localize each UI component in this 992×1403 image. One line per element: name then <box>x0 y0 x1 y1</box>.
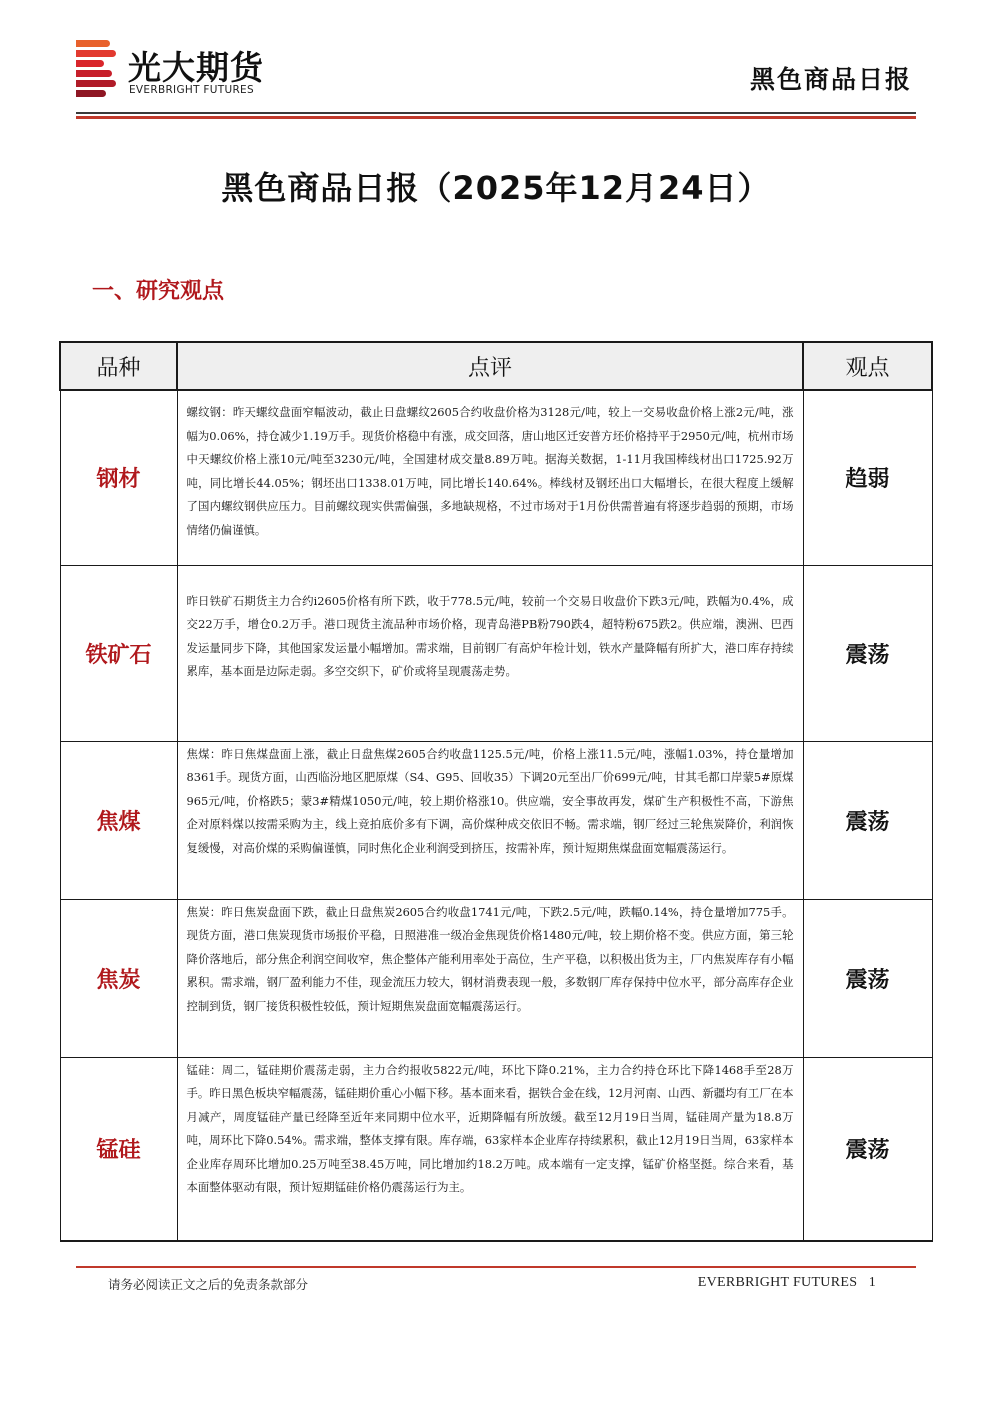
comment-cell: 锰硅：周二，锰硅期价震荡走弱，主力合约报收5822元/吨，环比下降0.21%，主力合约持仓环比下降1468手至28万手。昨日黑色板块窄幅震荡，锰硅期价重心小幅下移。基本面来看，据铁合金在线，12月河南、山西、新疆均有工厂在本月减产，周度锰硅产量已经降至近年来同期中位水平，近期降幅有所放缓。截至12月19日当周，锰硅周产量为18.8万吨，周环比下降0.54%。需求端，整体支撑有限。库存端，63家样本企业库存持续累积，截止12月19日当周，63家样本企业库存周环比增加0.25万吨至38.45万吨，同比增加约18.2万吨。成本端有一定支撑，锰矿价格坚挺。综合来看，基本面整体驱动有限，预计短期锰硅价格仍震荡运行为主。 <box>186 1062 794 1194</box>
brand-mark-icon <box>76 40 118 98</box>
table-header-row <box>60 342 932 390</box>
header-category: 品种 <box>60 342 177 390</box>
table-row-silicomanganese <box>60 1057 932 1241</box>
page-number: 1 <box>868 1275 876 1290</box>
category-cell: 焦煤 <box>60 741 177 899</box>
table-row-iron-ore <box>60 565 932 741</box>
brand-name-cn: 光大期货 <box>128 48 264 87</box>
view-cell: 趋弱 <box>803 390 932 565</box>
header-accent-divider <box>76 116 916 119</box>
header-comment: 点评 <box>177 342 803 390</box>
research-view-table <box>59 341 933 1242</box>
footer-brand: EVERBRIGHT FUTURES <box>697 1275 858 1290</box>
category-cell: 铁矿石 <box>60 565 177 741</box>
comment-cell: 焦炭：昨日焦炭盘面下跌，截止日盘焦炭2605合约收盘1741元/吨，下跌2.5元/吨，跌幅0.14%，持仓量增加775手。现货方面，港口焦炭现货市场报价平稳，日照港准一级冶金焦现货价格1480元/吨，较上期价格不变。供应方面，第三轮降价落地后，部分焦企利润空间收窄，焦企整体产能利用率处于高位，生产平稳，以积极出货为主，厂内焦炭库存有小幅累积。需求端，钢厂盈利能力不佳，现金流压力较大，钢材消费表现一般，多数钢厂库存保持中位水平，部分高库存企业控制到货，钢厂接货积极性较低，预计短期焦炭盘面宽幅震荡运行。 <box>186 904 794 1013</box>
report-name: 黑色商品日报 <box>749 65 912 94</box>
comment-cell: 焦煤：昨日焦煤盘面上涨，截止日盘焦煤2605合约收盘1125.5元/吨，价格上涨11.5元/吨，涨幅1.03%，持仓量增加8361手。现货方面，山西临汾地区肥原煤（S4、G95、回收35）下调20元至出厂价699元/吨，甘其毛都口岸蒙5#原煤965元/吨，价格跌5；蒙3#精煤1050元/吨，较上期价格涨10。供应端，安全事故再发，煤矿生产积极性不高，下游焦企对原料煤以按需采购为主，线上竞拍底价多有下调，高价煤种成交依旧不畅。需求端，钢厂经过三轮焦炭降价，利润恢复缓慢，对高价煤的采购偏谨慎，同时焦化企业利润受到挤压，按需补库，预计短期焦煤盘面宽幅震荡运行。 <box>186 746 794 855</box>
document-title: 黑色商品日报（2025年12月24日） <box>221 169 771 207</box>
footer-disclaimer: 请务必阅读正文之后的免责条款部分 <box>108 1277 309 1292</box>
category-cell: 焦炭 <box>60 899 177 1057</box>
view-cell: 震荡 <box>803 899 932 1057</box>
comment-cell: 昨日铁矿石期货主力合约i2605价格有所下跌，收于778.5元/吨，较前一个交易日收盘价下跌3元/吨，跌幅为0.4%，成交22万手，增仓0.2万手。港口现货主流品种市场价格，现青岛港PB粉790跌4，超特粉675跌2。供应端，澳洲、巴西发运量同步下降，其他国家发运量小幅增加。需求端，目前钢厂有高炉年检计划，铁水产量降幅有所扩大，港口库存持续累库，基本面是边际走弱。多空交织下，矿价或将呈现震荡走势。 <box>186 593 794 678</box>
table-row-coking-coal <box>60 741 932 899</box>
table-row-steel <box>60 390 932 565</box>
brand-logo <box>76 40 291 100</box>
footer-divider <box>76 1266 916 1268</box>
comment-cell: 螺纹钢：昨天螺纹盘面窄幅波动，截止日盘螺纹2605合约收盘价格为3128元/吨，较上一交易收盘价格上涨2元/吨，涨幅为0.06%，持仓减少1.19万手。现货价格稳中有涨，成交回落，唐山地区迁安普方坯价格持平于2950元/吨，杭州市场中天螺纹价格上涨10元/吨至3230元/吨，全国建材成交量8.89万吨。据海关数据，1-11月我国棒线材出口1725.92万吨，同比增长44.05%；钢坯出口1338.01万吨，同比增长140.64%。棒线材及钢坯出口大幅增长，在很大程度上缓解了国内螺纹钢供应压力。目前螺纹现实供需偏强，多地缺规格，不过市场对于1月份供需普遍有将逐步趋弱的预期，市场情绪仍偏谨慎。 <box>186 405 794 537</box>
section-title: 一、研究观点 <box>92 279 225 304</box>
view-cell: 震荡 <box>803 565 932 741</box>
header-divider <box>76 112 916 114</box>
header-view: 观点 <box>803 342 932 390</box>
view-cell: 震荡 <box>803 741 932 899</box>
category-cell: 钢材 <box>60 390 177 565</box>
view-cell: 震荡 <box>803 1057 932 1241</box>
table-row-coke <box>60 899 932 1057</box>
category-cell: 锰硅 <box>60 1057 177 1241</box>
footer-brand-page <box>698 1275 876 1291</box>
brand-name-en: EVERBRIGHT FUTURES <box>129 84 254 96</box>
